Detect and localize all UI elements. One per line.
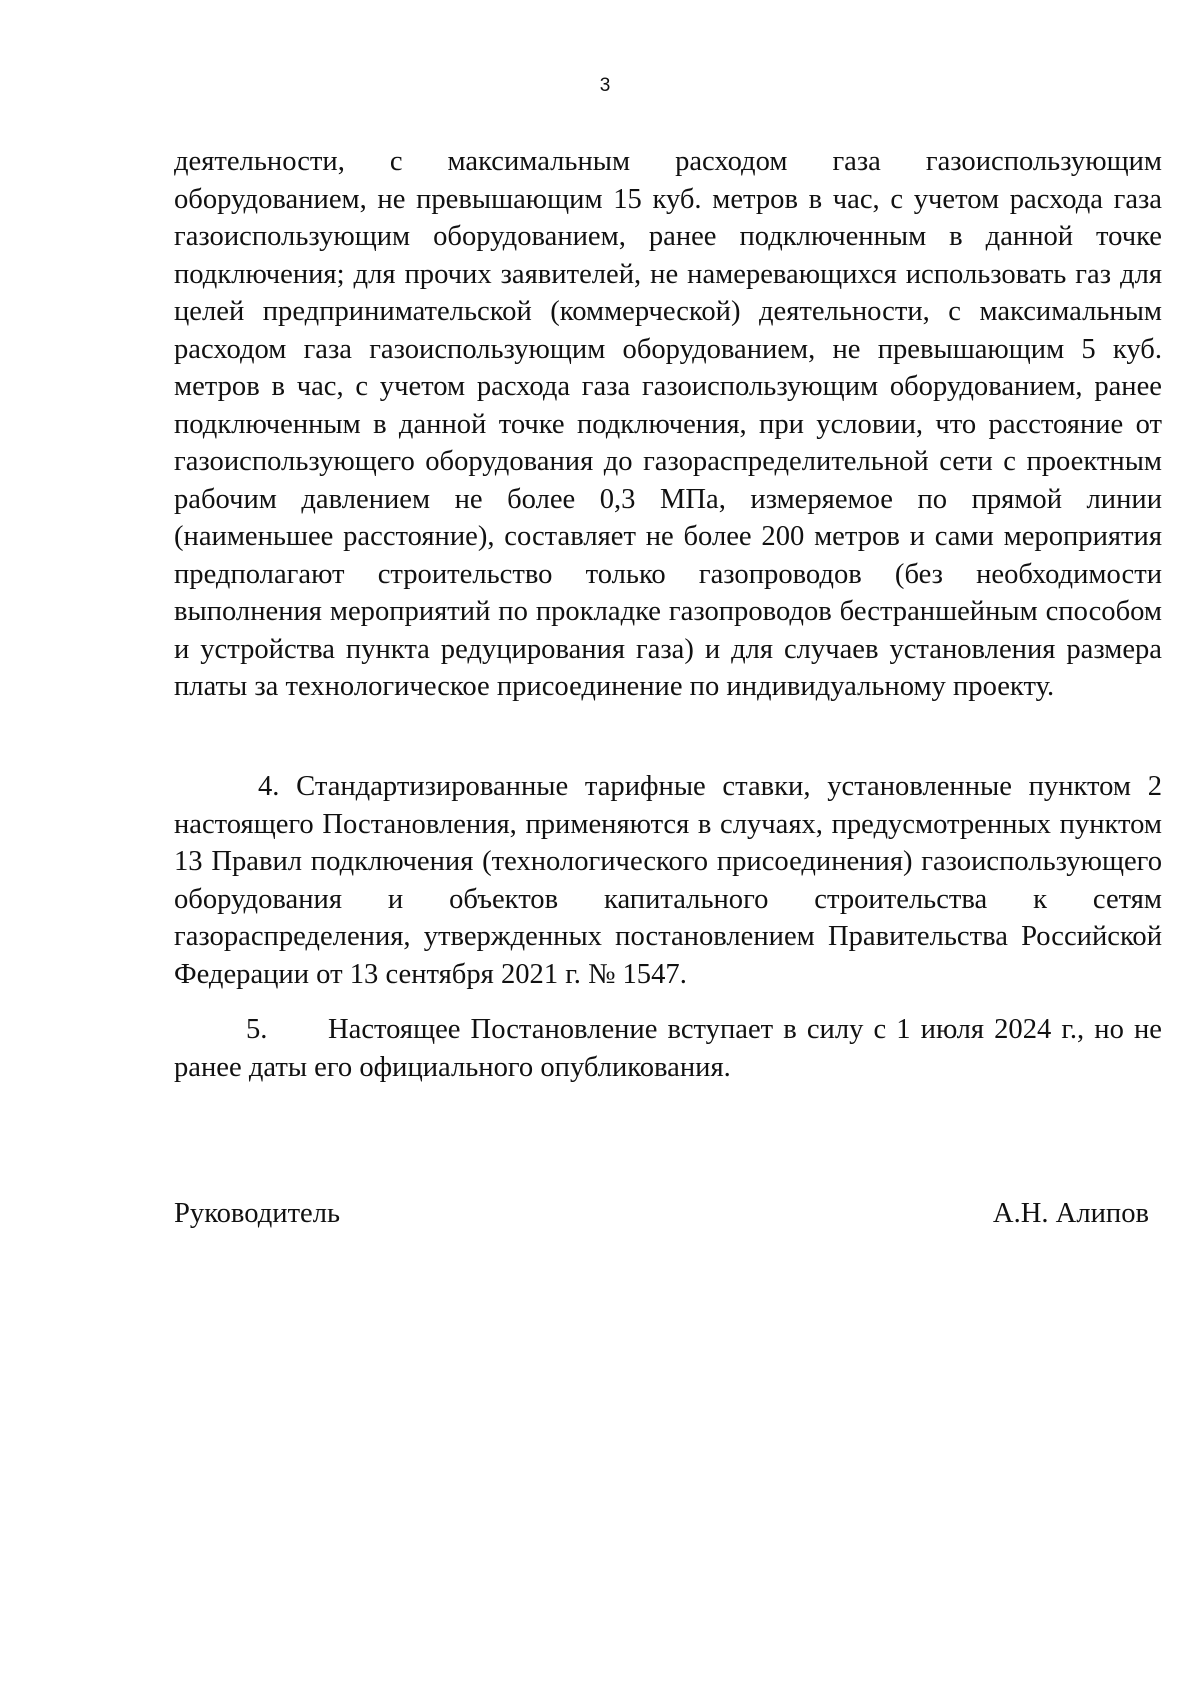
paragraph-item-5: 5. Настоящее Постановление вступает в силу с 1 июля 2024 г., но не ранее даты его официального опубликования. — [174, 1014, 1170, 1083]
page-number: 3 — [599, 75, 611, 96]
paragraph-item-4: 4. Стандартизированные тарифные ставки, установленные пунктом 2 настоящего Постановления, применяются в случаях, предусмотренных пунктом 13 Правил подключения (технологического присоединения) газоиспользующего оборудования и объектов капитального строительства к сетям газораспределения, утвержденных постановлением Правительства Российской Федерации от 13 сентября 2021 г. № 1547. — [174, 771, 1162, 990]
signature-name: А.Н. Алипов — [992, 1198, 1149, 1229]
paragraph-continuation: деятельности, с максимальным расходом газа газоиспользующим оборудованием, не превышающим 15 куб. метров в час, с учетом расхода газа газоиспользующим оборудованием, ранее подключенным в данной точке подключения; для прочих заявителей, не намеревающихся использовать газ для целей предпринимательской (коммерческой) деятельности, с максимальным расходом газа газоиспользующим оборудованием, не превышающим 5 куб. метров в час, с учетом расхода газа газоиспользующим оборудованием, ранее подключенным в данной точке подключения, при условии, что расстояние от газоиспользующего оборудования до газораспределительной сети с проектным рабочим давлением не более 0,3 МПа, измеряемое по прямой линии (наименьшее расстояние), составляет не более 200 метров и сами мероприятия предполагают строительство только газопроводов (без необходимости выполнения мероприятий по прокладке газопроводов бестраншейным способом и устройства пункта редуцирования газа) и для случаев установления размера платы за технологическое присоединение по индивидуальному проекту. — [174, 146, 1162, 702]
signature-role: Руководитель — [174, 1198, 341, 1229]
